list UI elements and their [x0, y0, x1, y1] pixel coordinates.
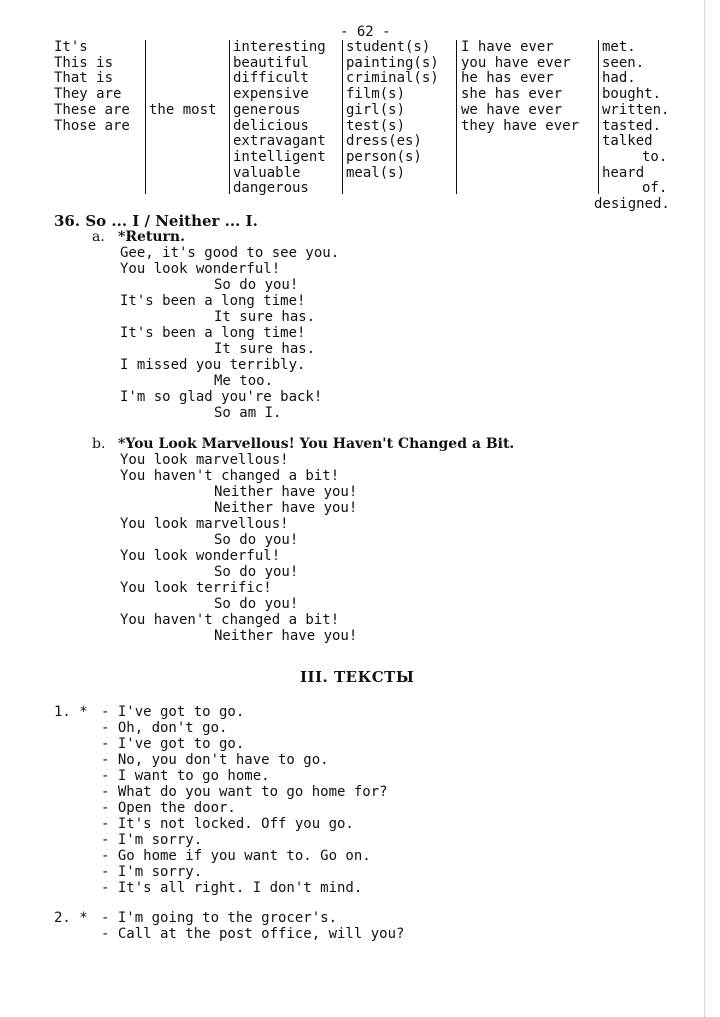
table-col-adjective	[233, 40, 326, 197]
text-line: - Go home if you want to. Go on.	[101, 848, 371, 864]
dialogue-line: Neither have you!	[214, 500, 358, 516]
table-cell: we have ever	[461, 101, 563, 118]
table-cell: to.	[642, 148, 668, 165]
dialogue-line: I'm so glad you're back!	[120, 389, 323, 405]
table-cell: expensive	[233, 86, 309, 103]
dialogue-line: So am I.	[214, 405, 282, 421]
table-cell: talked	[602, 133, 653, 150]
table-col-verb	[594, 39, 670, 213]
table-cell: written.	[602, 101, 670, 118]
table-col-superlative	[149, 103, 216, 119]
dialogue-line: So do you!	[214, 564, 299, 580]
text-line: - It's all right. I don't mind.	[101, 880, 363, 896]
dialogue-line: It's been a long time!	[120, 293, 306, 309]
table-divider	[598, 40, 599, 194]
table-cell: he has ever	[461, 70, 554, 87]
subsection-a-title: *Return.	[118, 229, 185, 245]
dialogue-line: Gee, it's good to see you.	[120, 245, 340, 261]
table-divider	[229, 40, 230, 194]
subsection-a-label: a.	[92, 229, 105, 245]
text-line: - No, you don't have to go.	[101, 752, 329, 768]
table-cell: tasted.	[602, 117, 662, 134]
table-cell: heard	[602, 164, 645, 181]
table-cell: They are	[54, 86, 122, 103]
dialogue-line: So do you!	[214, 532, 299, 548]
dialogue-line: Neither have you!	[214, 628, 358, 644]
subsection-b-title: *You Look Marvellous! You Haven't Changed a Bit.	[118, 436, 515, 452]
text-line: - Open the door.	[101, 800, 236, 816]
text-line: - I'm sorry.	[101, 864, 203, 880]
table-cell: intelligent	[233, 148, 326, 165]
dialogue-line: It's been a long time!	[120, 325, 306, 341]
table-cell: criminal(s)	[346, 70, 439, 87]
text-line: - I've got to go.	[101, 736, 245, 752]
table-cell: met.	[602, 39, 636, 55]
dialogue-line: You look terrific!	[120, 580, 272, 596]
page-number: - 62 -	[340, 24, 391, 40]
table-cell: dress(es)	[346, 133, 422, 150]
dialogue-line: You look marvellous!	[120, 516, 289, 532]
table-divider	[342, 40, 343, 194]
text-line: - I want to go home.	[101, 768, 270, 784]
table-cell: delicious	[233, 117, 309, 134]
table-cell: interesting	[233, 39, 326, 55]
dialogue-line: It sure has.	[214, 309, 316, 325]
table-cell: This is	[54, 54, 114, 71]
table-cell: had.	[602, 70, 636, 87]
subsection-b-label: b.	[92, 436, 106, 452]
table-divider	[145, 40, 146, 194]
table-cell: you have ever	[461, 54, 571, 71]
table-cell: valuable	[233, 164, 301, 181]
dialogue-line: You haven't changed a bit!	[120, 612, 340, 628]
table-cell: It's	[54, 39, 88, 55]
table-col-subject	[54, 40, 130, 134]
table-cell: meal(s)	[346, 164, 406, 181]
table-cell: girl(s)	[346, 101, 406, 118]
table-cell: dangerous	[233, 180, 309, 197]
table-cell: difficult	[233, 70, 309, 87]
table-cell: the most	[149, 102, 217, 118]
table-col-noun	[346, 40, 439, 181]
dialogue-line: You look marvellous!	[120, 452, 289, 468]
table-cell: These are	[54, 101, 130, 118]
text-line: - I'm going to the grocer's.	[101, 910, 338, 926]
table-col-pronoun	[461, 40, 579, 134]
table-cell: student(s)	[346, 39, 431, 55]
table-cell: film(s)	[346, 86, 406, 103]
text-line: - Oh, don't go.	[101, 720, 228, 736]
dialogue-line: It sure has.	[214, 341, 316, 357]
page-edge-divider	[704, 0, 705, 1017]
table-cell: test(s)	[346, 117, 406, 134]
text-line: - I'm sorry.	[101, 832, 203, 848]
text-line: - What do you want to go home for?	[101, 784, 388, 800]
section-3-heading: III. ТЕКСТЫ	[300, 668, 415, 686]
item-2-number: 2. *	[54, 910, 88, 926]
dialogue-line: So do you!	[214, 277, 299, 293]
dialogue-line: Neither have you!	[214, 484, 358, 500]
table-cell: beautiful	[233, 54, 309, 71]
section-36-heading: 36. So ... I / Neither ... I.	[54, 212, 258, 230]
table-cell: painting(s)	[346, 54, 439, 71]
text-line: - Call at the post office, will you?	[101, 926, 405, 942]
dialogue-line: I missed you terribly.	[120, 357, 306, 373]
table-cell: they have ever	[461, 117, 580, 134]
table-cell: designed.	[594, 196, 670, 213]
item-1-number: 1. *	[54, 704, 88, 720]
table-cell: extravagant	[233, 133, 326, 150]
dialogue-line: You look wonderful!	[120, 548, 281, 564]
table-cell: she has ever	[461, 86, 563, 103]
table-cell: generous	[233, 101, 301, 118]
table-divider	[456, 40, 457, 194]
dialogue-line: So do you!	[214, 596, 299, 612]
table-cell: of.	[642, 180, 668, 197]
table-cell: bought.	[602, 86, 662, 103]
table-cell: I have ever	[461, 39, 554, 55]
text-line: - It's not locked. Off you go.	[101, 816, 354, 832]
table-cell: That is	[54, 70, 114, 87]
table-cell: Those are	[54, 117, 130, 134]
table-cell: seen.	[602, 54, 645, 71]
text-line: - I've got to go.	[101, 704, 245, 720]
table-cell: person(s)	[346, 148, 422, 165]
dialogue-line: You look wonderful!	[120, 261, 281, 277]
dialogue-line: You haven't changed a bit!	[120, 468, 340, 484]
dialogue-line: Me too.	[214, 373, 274, 389]
